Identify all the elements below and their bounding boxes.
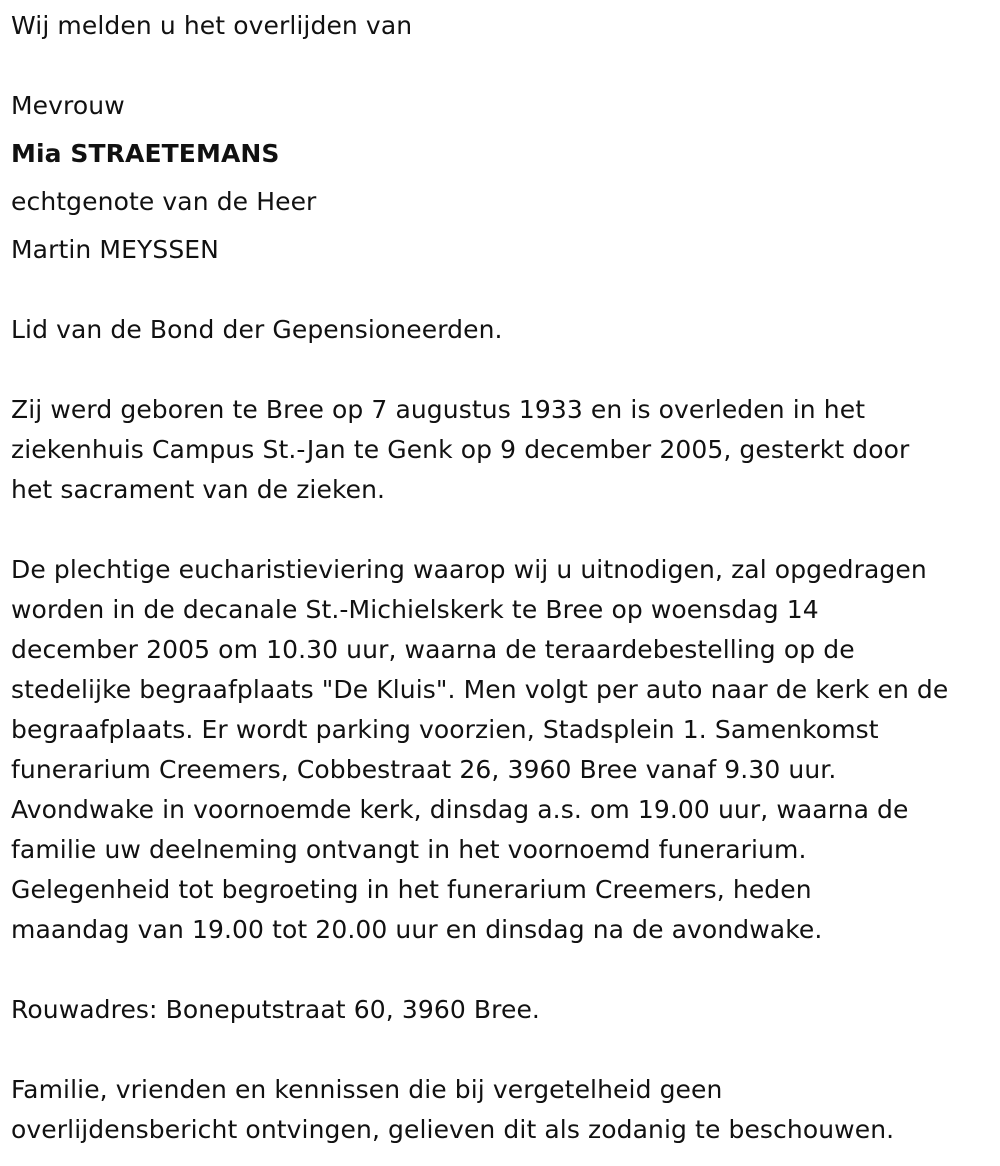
ceremony-line-1: De plechtige eucharistieviering waarop wij u uitnodigen, zal opgedragen (11, 555, 927, 584)
birth-death-line-1: Zij werd geboren te Bree op 7 augustus 1933 en is overleden in het (11, 395, 866, 424)
ceremony-line-6: funerarium Creemers, Cobbestraat 26, 3960 Bree vanaf 9.30 uur. (11, 755, 837, 784)
salutation: Mevrouw (11, 91, 125, 120)
closing-line-1: Familie, vrienden en kennissen die bij vergetelheid geen (11, 1075, 723, 1104)
ceremony-line-3: december 2005 om 10.30 uur, waarna de teraardebestelling op de (11, 635, 855, 664)
address-line: Rouwadres: Boneputstraat 60, 3960 Bree. (11, 995, 540, 1024)
birth-death-line-2: ziekenhuis Campus St.-Jan te Genk op 9 december 2005, gesterkt door (11, 435, 910, 464)
intro-line: Wij melden u het overlijden van (11, 11, 413, 40)
spouse-name: Martin MEYSSEN (11, 235, 219, 264)
ceremony-line-10: maandag van 19.00 tot 20.00 uur en dinsdag na de avondwake. (11, 915, 823, 944)
birth-death-line-3: het sacrament van de zieken. (11, 475, 386, 504)
ceremony-line-2: worden in de decanale St.-Michielskerk te Bree op woensdag 14 (11, 595, 819, 624)
ceremony-line-7: Avondwake in voornoemde kerk, dinsdag a.s. om 19.00 uur, waarna de (11, 795, 909, 824)
closing-line-2: overlijdensbericht ontvingen, gelieven dit als zodanig te beschouwen. (11, 1115, 895, 1144)
ceremony-line-4: stedelijke begraafplaats "De Kluis". Men volgt per auto naar de kerk en de (11, 675, 949, 704)
relation-line: echtgenote van de Heer (11, 187, 317, 216)
ceremony-line-8: familie uw deelneming ontvangt in het voornoemd funerarium. (11, 835, 807, 864)
ceremony-line-5: begraafplaats. Er wordt parking voorzien, Stadsplein 1. Samenkomst (11, 715, 879, 744)
ceremony-line-9: Gelegenheid tot begroeting in het funerarium Creemers, heden (11, 875, 812, 904)
membership-line: Lid van de Bond der Gepensioneerden. (11, 315, 503, 344)
deceased-name: Mia STRAETEMANS (11, 139, 280, 168)
